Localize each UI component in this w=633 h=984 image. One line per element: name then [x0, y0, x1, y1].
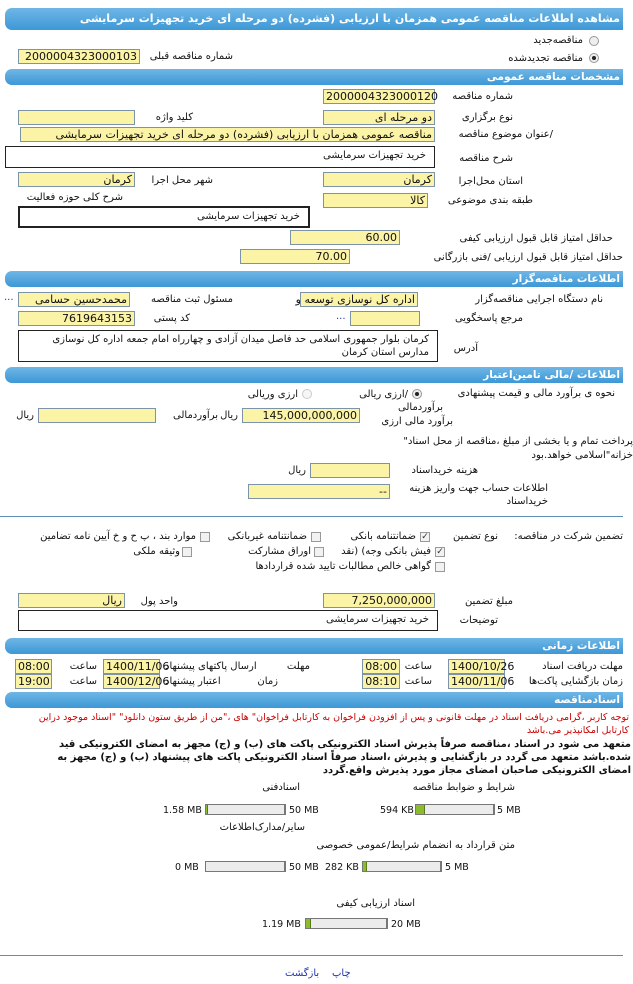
file-max-contract: 5 MB — [445, 862, 469, 873]
new-tender-label: مناقصه‌جدید — [533, 35, 583, 46]
account-label: اطلاعات حساب جهت واریز هزینه خریداسناد — [409, 483, 548, 507]
estimate2-label: برآوردمالی — [173, 410, 218, 421]
file-title-contract: متن قرارداد به انضمام شرایط/عمومی خصوصی — [316, 840, 515, 851]
section-timing: اطلاعات زمانی — [5, 638, 623, 654]
tender-number-label: شماره مناقصه — [452, 91, 513, 102]
subject-label: /عنوان موضوع مناقصه — [458, 129, 553, 140]
bank-guarantee-checkbox[interactable]: ✓ — [421, 532, 429, 542]
validity-time-label: ساعت — [69, 676, 97, 687]
reference-field[interactable] — [350, 311, 420, 326]
file-size-other: 0 MB — [175, 862, 199, 873]
file-size-terms: 594 KB — [380, 805, 414, 816]
file-bar-quality — [305, 918, 388, 929]
validity-date[interactable]: 1400/12/06 — [103, 674, 160, 689]
file-title-technical: اسنادفنی — [262, 782, 300, 793]
send-deadline-time[interactable]: 08:00 — [15, 659, 52, 674]
category-label: طبقه بندی موضوعی — [447, 195, 533, 206]
account-field[interactable]: -- — [248, 484, 390, 499]
send-deadline-prefix: مهلت — [286, 661, 310, 672]
renewed-tender-radio[interactable] — [589, 53, 599, 63]
fx-rial-radio[interactable] — [302, 389, 312, 399]
min-quality-field[interactable]: 60.00 — [290, 230, 400, 245]
description-box: خرید تجهیزات سرمایشی — [5, 146, 435, 168]
file-bar-contract — [362, 861, 442, 872]
send-deadline-time-label: ساعت — [69, 661, 97, 672]
doc-deadline-time[interactable]: 08:00 — [362, 659, 400, 674]
reference-more-button[interactable]: ... — [336, 311, 346, 322]
bank-guarantee-label: ضمانتنامه بانکی — [350, 531, 416, 542]
receivables-checkbox[interactable] — [435, 562, 445, 572]
opening-time-label: ساعت — [404, 676, 432, 687]
keyword-label: کلید واژه — [155, 112, 193, 123]
file-size-contract: 282 KB — [325, 862, 359, 873]
send-deadline-label: ارسال پاکتهای پیشنهاد — [165, 661, 257, 672]
org-field[interactable]: اداره کل نوسازی توسعه و — [300, 292, 418, 307]
responsible-field[interactable]: محمدحسین حسامی — [18, 292, 130, 307]
fx-rial-radio-label: ارزی وریالی — [247, 389, 298, 400]
address-label: آدرس — [453, 343, 478, 354]
opening-date[interactable]: 1400/11/06 — [448, 674, 505, 689]
download-notice: توجه کاربر ،گرامی دریافت اسناد در مهلت قانونی و پس از افزودن فراخوان به کارتابل فراخوان" های ،"من از طریق ستون دانلود" "اسناد موجود دراین کارتابل امکانپذیر می.باشد — [38, 712, 629, 736]
prev-number-label: شماره مناقصه قبلی — [149, 51, 233, 62]
new-tender-radio[interactable] — [589, 36, 599, 46]
activity-label: شرح کلی حوزه فعالیت — [26, 192, 123, 203]
print-link[interactable]: چاپ — [332, 968, 351, 979]
doc-cost-field[interactable] — [310, 463, 390, 478]
file-max-other: 50 MB — [289, 862, 319, 873]
estimate-fx-label: برآورد مالی ارزی — [381, 416, 453, 427]
min-tech-field[interactable]: 70.00 — [240, 249, 350, 264]
org-label: نام دستگاه اجرایی مناقصه‌گزار — [475, 294, 603, 305]
description-label: شرح مناقصه — [459, 153, 513, 164]
holding-type-field[interactable]: دو مرحله ای — [323, 110, 435, 125]
bonds-label: اوراق مشارکت — [248, 546, 311, 557]
estimate2-field[interactable] — [38, 408, 156, 423]
estimate2-currency: ریال — [16, 410, 34, 421]
file-bar-fill — [416, 805, 425, 814]
nonbank-guarantee-label: ضمانتنامه غیربانکی — [227, 531, 307, 542]
property-label: وثیقه ملکی — [133, 546, 180, 557]
tender-number-field[interactable]: 2000004323000120 — [323, 89, 435, 104]
responsible-label: مسئول ثبت مناقصه — [151, 294, 233, 305]
regulation-items-checkbox[interactable] — [200, 532, 210, 542]
section-general: مشخصات مناقصه عمومی — [5, 69, 623, 85]
send-deadline-date[interactable]: 1400/11/06 — [103, 659, 160, 674]
validity-time[interactable]: 19:00 — [15, 674, 52, 689]
opening-time[interactable]: 08:10 — [362, 674, 400, 689]
doc-cost-currency: ریال — [288, 465, 306, 476]
treasury-note: پرداخت تمام و یا بخشی از مبلغ ،مناقصه از محل اسناد" خزانه"اسلامی خواهد.بود — [403, 436, 633, 461]
address-box: کرمان بلوار جمهوری اسلامی حد فاصل میدان آزادی و چهارراه امام جمعه اداره کل نوسازی مدارس استان کرمان — [18, 330, 438, 362]
bonds-checkbox[interactable] — [314, 547, 324, 557]
cash-deposit-checkbox[interactable]: ✓ — [436, 547, 444, 557]
renewed-tender-label: مناقصه تجدیدشده — [508, 53, 583, 64]
activity-box: خرید تجهیزات سرمایشی — [18, 206, 310, 228]
province-field[interactable]: کرمان — [323, 172, 435, 187]
file-size-technical: 1.58 MB — [163, 805, 202, 816]
subject-field[interactable]: مناقصه عمومی همزمان با ارزیابی (فشرده) دو مرحله ای خرید تجهیزات سرمایشی — [20, 127, 435, 142]
estimate-method-label: نحوه ی برآورد مالی و قیمت پیشنهادی — [457, 388, 615, 399]
province-label: استان محل‌اجرا — [458, 176, 523, 187]
min-tech-label: حداقل امتیاز قابل قبول ارزیابی /فنی بازرگانی — [433, 252, 623, 263]
guarantee-type-label: نوع تضمین — [453, 531, 498, 542]
file-bar-terms — [415, 804, 495, 815]
category-field[interactable]: کالا — [323, 193, 428, 208]
nonbank-guarantee-checkbox[interactable] — [311, 532, 321, 542]
validity-label: اعتبار پیشنهاد — [165, 676, 221, 687]
section-documents: اسنادمناقصه — [5, 692, 623, 708]
city-label: شهر محل اجرا — [151, 175, 213, 186]
doc-cost-label: هزینه خریداسناد — [411, 465, 478, 476]
city-field[interactable]: کرمان — [18, 172, 135, 187]
postal-label: کد پستی — [153, 313, 190, 324]
responsible-more-button[interactable]: ... — [4, 292, 14, 303]
guarantee-amount-label: مبلغ تضمین — [464, 596, 513, 607]
doc-deadline-date[interactable]: 1400/10/26 — [448, 659, 505, 674]
postal-field[interactable]: 7619643153 — [18, 311, 135, 326]
validity-prefix: زمان — [257, 676, 278, 687]
file-max-terms: 5 MB — [497, 805, 521, 816]
cash-deposit-label: فیش بانکی وجه) (نقد — [341, 546, 431, 557]
property-checkbox[interactable] — [182, 547, 192, 557]
file-max-technical: 50 MB — [289, 805, 319, 816]
notes-box: خرید تجهیزات سرمایشی — [18, 610, 438, 631]
file-bar-fill — [306, 919, 311, 928]
file-size-quality: 1.19 MB — [262, 919, 301, 930]
divider — [0, 955, 623, 956]
estimate-currency: ریال — [220, 410, 238, 421]
prev-number-field[interactable]: 2000004323000103 — [18, 49, 140, 64]
file-title-other: سایر/مدارک‌اطلاعات — [219, 822, 305, 833]
reference-label: مرجع پاسخگویی — [454, 313, 523, 324]
rial-radio[interactable] — [412, 389, 422, 399]
back-link[interactable]: بازگشت — [285, 968, 320, 979]
file-title-terms: شرایط و ضوابط مناقصه — [412, 782, 515, 793]
doc-deadline-label: مهلت دریافت اسناد — [542, 661, 623, 672]
opening-label: زمان بازگشایی پاکت‌ها — [528, 676, 623, 687]
estimate-field[interactable]: 145,000,000,000 — [242, 408, 360, 423]
file-bar-technical — [205, 804, 286, 815]
guarantee-amount-field[interactable]: 7,250,000,000 — [323, 593, 435, 608]
divider — [0, 516, 623, 517]
page-title: مشاهده اطلاعات مناقصه عمومی همزمان با ارزیابی (فشرده) دو مرحله ای خرید تجهیزات سرمایشی — [5, 8, 623, 30]
regulation-items-label: موارد بند ، پ ح و خ آیین نامه تضامین — [40, 531, 196, 542]
currency-unit-field[interactable]: ریال — [18, 593, 125, 608]
file-max-quality: 20 MB — [391, 919, 421, 930]
holding-type-label: نوع برگزاری — [461, 112, 513, 123]
section-finance: اطلاعات /مالی تامین‌اعتبار — [5, 367, 623, 383]
receivables-label: گواهی خالص مطالبات تایید شده قراردادها — [255, 561, 431, 572]
guarantee-label: تضمین شرکت در مناقصه: — [514, 531, 623, 542]
file-title-quality: اسناد ارزیابی کیفی — [336, 898, 415, 909]
commitment-text: متعهد می شود در اسناد ،مناقصه صرفاً پذیرش اسناد الکترونیکی پاکت های (ب) و (ج) مجهز به امضای الکترونیکی قید شده.باشد متعهد می گردد در بازگشایی و پذیرش ،اسناد صرفاً اسناد الکترونیکی پاکت های پیشنهاد (ب) و (ج) مجهز به امضای الکترونیکی صاحبان امضای مجاز مورد پذیرش واقع.گردد — [57, 739, 631, 776]
doc-deadline-time-label: ساعت — [404, 661, 432, 672]
keyword-field[interactable] — [18, 110, 135, 125]
file-bar-fill — [206, 805, 208, 814]
section-organizer: اطلاعات مناقصه‌گزار — [5, 271, 623, 287]
file-bar-other — [205, 861, 286, 872]
currency-unit-label: واحد پول — [140, 596, 178, 607]
notes-label: توضیحات — [459, 615, 498, 626]
rial-radio-label: /ارزی ریالی — [359, 389, 408, 400]
file-bar-fill — [363, 862, 367, 871]
min-quality-label: حداقل امتیاز قابل قبول ارزیابی کیفی — [459, 233, 613, 244]
estimate-label: برآوردمالی — [398, 402, 443, 413]
